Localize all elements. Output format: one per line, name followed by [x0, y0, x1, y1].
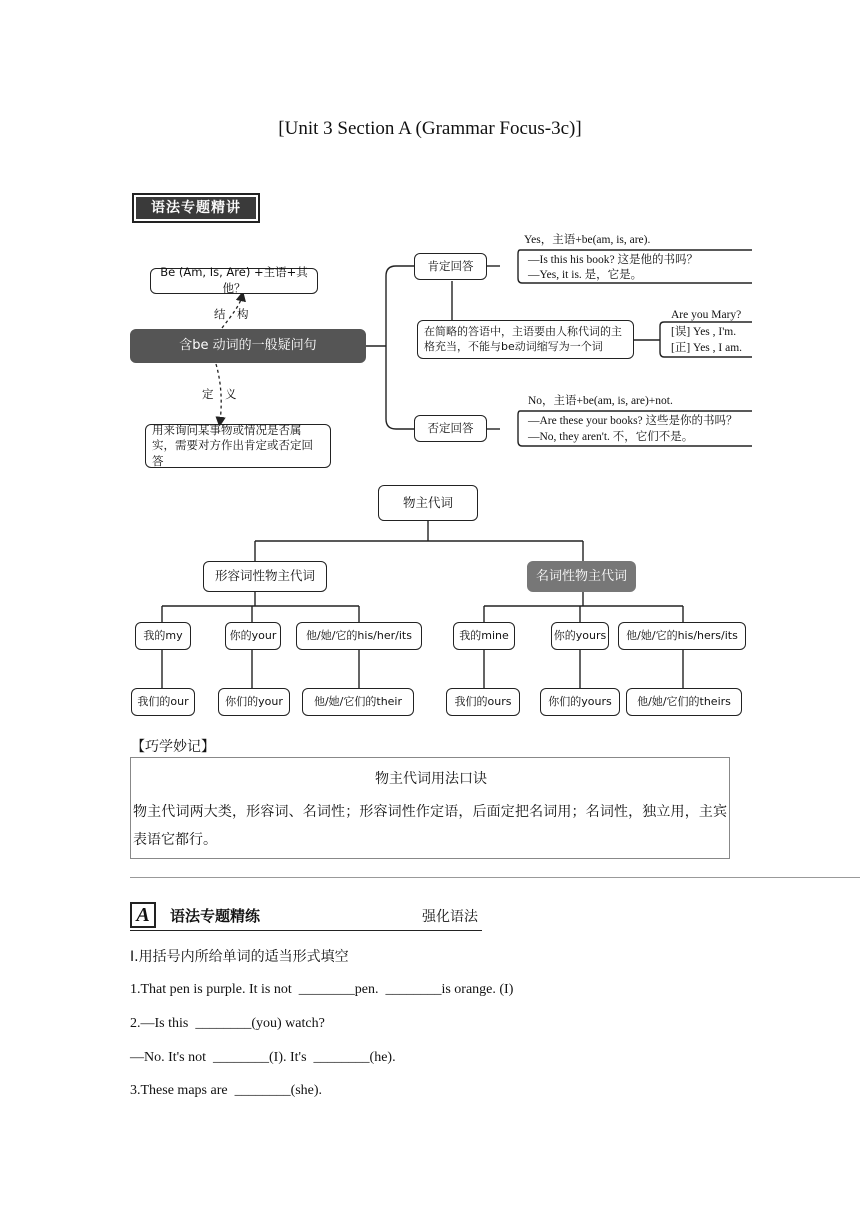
- negative-example-2: —No, they aren't. 不，它们不是。: [528, 431, 694, 443]
- memo-box: [130, 757, 730, 859]
- adj-second-plural: 你们的your: [218, 688, 290, 716]
- exercise-item-1: 1.That pen is purple. It is not ________pen. ________is orange. (I): [130, 982, 514, 997]
- adj-first-singular: 我的my: [135, 622, 191, 650]
- negative-answer-box: 否定回答: [414, 415, 487, 442]
- divider: [130, 877, 860, 878]
- section-banner-label: 语法专题精讲: [136, 197, 256, 219]
- affirmative-rule: Yes，主语+be(am, is, are).: [524, 234, 651, 246]
- memo-body: 物主代词两大类，形容词、名词性；形容词性作定语，后面定把名词用；名词性，独立用，主宾表语它都行。: [133, 804, 727, 848]
- adj-first-plural: 我们的our: [131, 688, 195, 716]
- affirmative-answer-box: 肯定回答: [414, 253, 487, 280]
- noun-first-plural: 我们的ours: [446, 688, 520, 716]
- note-example-question: Are you Mary?: [671, 309, 742, 321]
- noun-second-singular: 你的yours: [551, 622, 609, 650]
- practice-subtitle: 强化语法: [422, 909, 478, 925]
- noun-pronoun-box: 名词性物主代词: [527, 561, 636, 592]
- definition-box: 用来询问某事物或情况是否属实，需要对方作出肯定或否定回答: [145, 424, 331, 468]
- affirmative-example-2: —Yes, it is. 是，它是。: [528, 269, 643, 281]
- memo-title: 物主代词用法口诀: [375, 771, 487, 787]
- exercise-item-2: 2.—Is this ________(you) watch?: [130, 1016, 325, 1031]
- definition-label: 定 义: [202, 387, 237, 401]
- practice-header: [130, 902, 482, 931]
- noun-third-singular: 他/她/它的his/hers/its: [618, 622, 746, 650]
- adj-third-singular: 他/她/它的his/her/its: [296, 622, 422, 650]
- negative-rule: No，主语+be(am, is, are)+not.: [528, 395, 673, 407]
- practice-title: 语法专题精练: [170, 907, 261, 925]
- adjective-pronoun-box: 形容词性物主代词: [203, 561, 327, 592]
- negative-example-1: —Are these your books? 这些是你的书吗？: [528, 415, 738, 427]
- affirmative-example-1: —Is this his book? 这是他的书吗？: [528, 254, 698, 266]
- structure-box: Be (Am, Is, Are) +主语+其他？: [150, 268, 318, 294]
- page-title: [Unit 3 Section A (Grammar Focus-3c)]: [278, 118, 582, 139]
- note-example-wrong: [误] Yes , I'm.: [671, 326, 737, 338]
- exercise-item-3: 3.These maps are ________(she).: [130, 1083, 323, 1098]
- adj-second-singular: 你的your: [225, 622, 281, 650]
- noun-second-plural: 你们的yours: [540, 688, 620, 716]
- memo-label: 【巧学妙记】: [131, 739, 215, 755]
- noun-first-singular: 我的mine: [453, 622, 515, 650]
- exercise-instruction: I.用括号内所给单词的适当形式填空: [130, 949, 349, 965]
- adj-third-plural: 他/她/它们的their: [302, 688, 414, 716]
- note-box: 在简略的答语中，主语要由人称代词的主格充当，不能与be动词缩写为一个词: [417, 320, 634, 359]
- center-topic: 含be 动词的一般疑问句: [130, 329, 366, 363]
- structure-label: 结 构: [214, 307, 249, 321]
- note-example-right: [正] Yes , I am.: [671, 342, 743, 354]
- practice-letter-badge: A: [130, 902, 156, 928]
- tree-root: 物主代词: [378, 485, 478, 521]
- exercise-item-2-answer: —No. It's not ________(I). It's ________(he).: [130, 1050, 396, 1065]
- noun-third-plural: 他/她/它们的theirs: [626, 688, 742, 716]
